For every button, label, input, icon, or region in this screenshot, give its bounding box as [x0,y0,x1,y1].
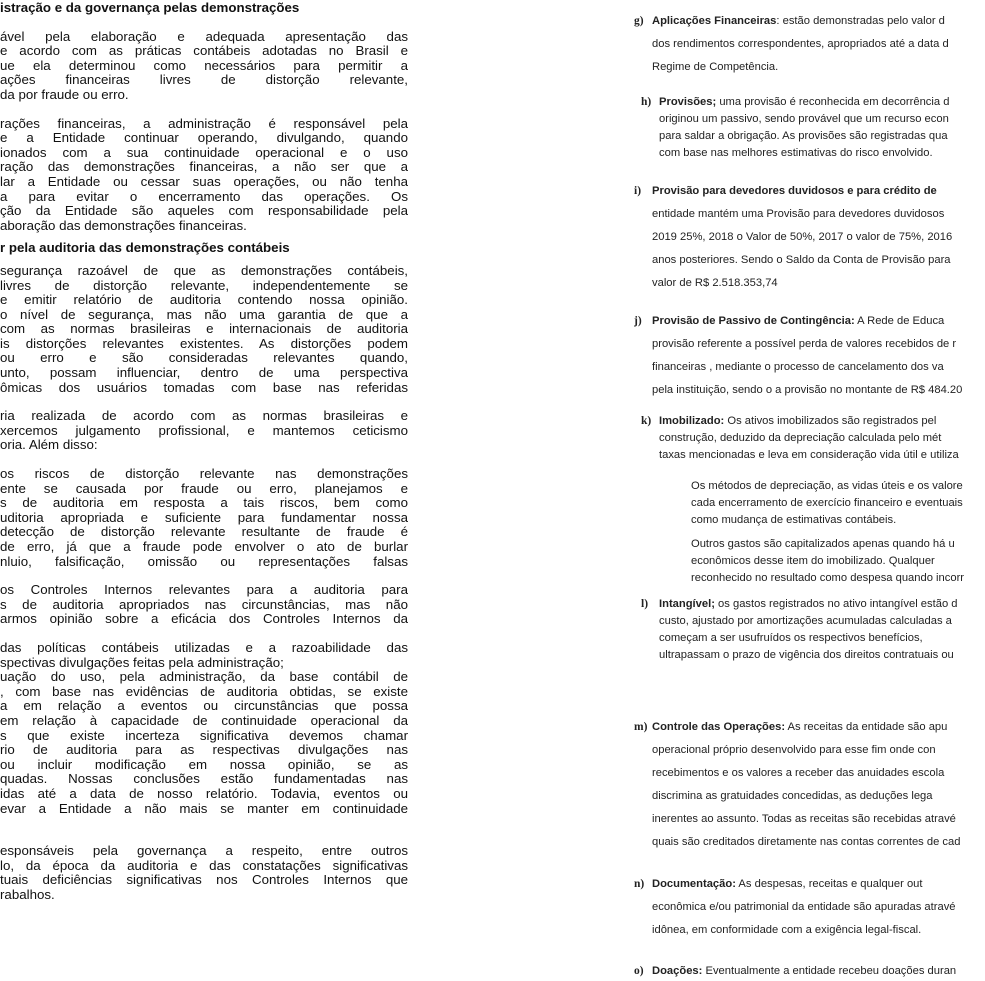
item-text-line [634,10,949,33]
item-text-line [691,536,964,553]
item-body-text: começam a ser usufruídos os respectivos benefícios, [659,632,923,644]
item-text-line [691,512,963,529]
text-line: ente se causada por fraude ou erro, planejamos e [0,480,408,496]
item-body-text: reconhecido no resultado como despesa quando incorr [691,572,965,584]
item-text-line [641,128,949,145]
text-line: com as normas brasileiras e internacionais de auditoria [0,321,408,337]
item-title: Provisão para devedores duvidosos e para crédito de [652,185,937,197]
item-title: Doações: [652,965,703,977]
item-marker: n) [634,878,645,890]
text-line: de erro, já que a fraude pode envolver o ato de burlar [0,539,408,554]
item-text-line [691,478,963,495]
item-body-text: originou um passivo, sendo provável que um recurso econ [659,113,949,125]
section-heading: r pela auditoria das demonstrações contábeis [0,240,290,256]
item-title: Documentação: [652,878,736,890]
item-text-line [634,739,960,762]
text-line: aboração das demonstrações financeiras. [0,217,247,233]
text-line: s de auditoria apropriados nas circunstâncias, mas não [0,596,408,612]
text-line: segurança razoável de que as demonstrações contábeis, [0,262,408,278]
item-text-line [641,630,958,647]
text-line: lar a Entidade ou cessar suas operações, ou não tenha [0,173,408,189]
item-text-line [641,613,958,630]
item-body-text: Os métodos de depreciação, as vidas úteis e os valore [691,480,963,492]
item-marker: i) [634,185,642,197]
item-body-text: operacional próprio desenvolvido para esse fim onde con [652,744,936,756]
item-text-line [691,570,964,587]
item-text-line [634,226,952,249]
item-body-text: discrimina as gratuidades concedidas, as deduções lega [652,790,933,802]
item-text-line [634,333,962,356]
section-heading: istração e da governança pelas demonstrações [0,0,300,15]
text-line: ômicas dos usuários tomadas com base nas referidas [0,379,408,395]
item-text-line [634,56,949,79]
item-body-text: financeiras , mediante o processo de cancelamento dos va [652,361,944,373]
text-line: xercemos julgamento profissional, e mantemos ceticismo [0,422,408,438]
item-title: Provisões; [659,96,717,108]
item-title: Intangível; [659,598,715,610]
item-text-line [634,310,962,333]
text-line: armos opinião sobre a eficácia dos Controles Internos da [0,611,408,627]
right-page-column [634,0,985,981]
text-line: a para evitar o encerramento das operações. Os [0,188,408,204]
item-text-line [641,413,959,430]
paragraph-spacer [0,103,408,117]
item-text-line [641,596,958,613]
list-item-i [634,180,952,295]
item-title: Controle das Operações: [652,721,786,733]
text-line: da por fraude ou erro. [0,86,129,102]
list-item-cont [691,478,963,529]
list-item-n [634,873,956,942]
text-line: is distorções relevantes existentes. As distorções podem [0,335,408,351]
item-body-text: As receitas da entidade são apu [785,721,948,733]
text-line: e acordo com as práticas contábeis adotadas no Brasil e [0,43,408,59]
text-line: rações financeiras, a administração é responsável pela [0,115,408,131]
text-line: rio de auditoria para as respectivas divulgações nas [0,742,408,758]
text-line: ionados com a sua continuidade operacional e o uso [0,144,408,160]
text-line: os Controles Internos relevantes para a auditoria para [0,582,408,598]
item-body-text: valor de R$ 2.518.353,74 [652,277,778,289]
list-item-h [641,94,949,162]
item-text-line [634,919,956,942]
text-line: em relação à capacidade de continuidade operacional da [0,712,408,728]
item-text-line [691,495,963,512]
text-line: detecção de distorção relevante resultante de fraude é [0,524,408,540]
text-line: , com base nas evidências de auditoria obtidas, se existe [0,683,408,699]
item-body-text: pela instituição, sendo o a provisão no montante de R$ 484.20 [652,384,963,396]
list-item-m [634,716,960,854]
item-marker: m) [634,721,648,733]
item-title: Aplicações Financeiras [652,15,777,27]
item-body-text: A Rede de Educa [854,315,945,327]
text-line: s de auditoria em resposta a tais riscos, bem como [0,495,408,511]
item-text-line [634,831,960,854]
item-body-text: uma provisão é reconhecida em decorrência d [716,96,950,108]
item-text-line [634,762,960,785]
text-line: ações financeiras livres de distorção relevante, [0,72,408,88]
text-line: spectivas divulgações feitas pela administração; [0,654,284,670]
paragraph-spacer [0,395,408,409]
item-text-line [634,356,962,379]
item-body-text: como mudança de estimativas contábeis. [691,514,897,526]
paragraph-spacer [0,830,408,844]
item-text-line [641,145,949,162]
item-text-line [641,647,958,664]
text-line: lo, da época da auditoria e das constatações significativas [0,857,408,873]
text-line: os riscos de distorção relevante nas demonstrações [0,466,408,482]
item-body-text: cada encerramento de exercício financeiro e eventuais [691,497,963,509]
item-body-text: construção, deduzido da depreciação calculada pelo mét [659,432,942,444]
item-body-text: provisão referente a possível perda de valores recebidos de r [652,338,957,350]
item-body-text: para saldar a obrigação. As provisões são registradas qua [659,130,948,142]
item-body-text: Os ativos imobilizados são registrados pel [724,415,937,427]
item-text-line [634,896,956,919]
item-text-line [634,785,960,808]
item-title: Imobilizado: [659,415,725,427]
item-text-line [634,272,952,295]
text-line: uditoria apropriada e suficiente para fundamentar nossa [0,509,408,525]
item-marker: o) [634,965,644,977]
paragraph-spacer [0,627,408,641]
text-line: ção da Entidade são aqueles com responsabilidade pela [0,203,408,219]
item-body-text: Eventualmente a entidade recebeu doações duran [702,965,957,977]
text-line: evar a Entidade a não mais se manter em continuidade [0,800,408,816]
item-body-text: inerentes ao assunto. Todas as receitas são recebidas atravé [652,813,956,825]
text-line: ração das demonstrações financeiras, a não ser que a [0,159,408,175]
item-text-line [634,180,952,203]
item-body-text: custo, ajustado por amortizações acumuladas calculadas a [659,615,952,627]
item-body-text: econômica e/ou patrimonial da entidade são apuradas atravé [652,901,956,913]
item-body-text: recebimentos e os valores a receber das anuidades escola [652,767,945,779]
text-line: idas até a data de nosso relatório. Todavia, eventos ou [0,785,408,801]
item-body-text: As despesas, receitas e qualquer out [735,878,923,890]
text-line: ável pela elaboração e adequada apresentação das [0,28,408,44]
paragraph-spacer [0,569,408,583]
item-text-line [641,447,959,464]
text-line: ou incluir modificação em nossa opinião, se as [0,756,408,772]
item-text-line [641,94,949,111]
text-line: uação do uso, pela administração, da base contábil de [0,669,408,685]
item-body-text: os gastos registrados no ativo intangível estão d [714,598,958,610]
text-line: nluio, falsificação, omissão ou representações falsas [0,553,408,569]
item-body-text: idônea, em conformidade com a exigência legal-fiscal. [652,924,922,936]
text-line: rabalhos. [0,886,55,902]
list-item-cont [691,536,964,587]
left-page-column [0,0,408,981]
text-line: e emitir relatório de auditoria contendo nossa opinião. [0,292,408,308]
text-line: o nível de segurança, mas não uma garantia de que a [0,306,408,322]
item-text-line [634,808,960,831]
item-text-line [634,33,949,56]
item-body-text: econômicos desse item do imobilizado. Qualquer [691,555,935,567]
item-body-text: com base nas melhores estimativas do risco envolvido. [659,147,933,159]
text-line: ue ela determinou como necessários para permitir a [0,57,408,73]
item-text-line [634,960,956,981]
item-text-line [641,111,949,128]
item-title: Provisão de Passivo de Contingência: [652,315,855,327]
item-body-text: taxas mencionadas e leva em consideração vida útil e utiliza [659,449,959,461]
item-text-line [634,203,952,226]
item-text-line [641,430,959,447]
item-body-text: anos posteriores. Sendo o Saldo da Conta de Provisão para [652,254,951,266]
item-marker: l) [641,598,649,610]
item-body-text: : estão demonstradas pelo valor d [776,15,945,27]
item-text-line [634,249,952,272]
item-text-line [634,716,960,739]
item-marker: k) [641,415,652,427]
text-line: ria realizada de acordo com as normas brasileiras e [0,408,408,424]
item-body-text: quais são creditados diretamente nas contas correntes de cad [652,836,961,848]
text-line: das políticas contábeis utilizadas e a razoabilidade das [0,639,408,655]
item-body-text: Regime de Competência. [652,61,779,73]
list-item-l [641,596,958,664]
text-line: tuais deficiências significativas nos Controles Internos que [0,872,408,888]
item-marker: g) [634,15,644,27]
item-body-text: entidade mantém uma Provisão para devedores duvidosos [652,208,945,220]
list-item-k [641,413,959,464]
paragraph-spacer [0,16,408,30]
item-text-line [634,379,962,402]
text-line: livres de distorção relevante, independentemente se [0,277,408,293]
text-line: unto, possam influenciar, dentro de uma perspectiva [0,365,408,381]
list-item-g [634,10,949,79]
text-line: a em relação a eventos ou circunstâncias que possa [0,698,408,714]
paragraph-spacer [0,453,408,467]
list-item-j [634,310,962,402]
paragraph-spacer [0,816,408,830]
text-line: quadas. Nossas conclusões estão fundamentadas nas [0,771,408,787]
item-text-line [691,553,964,570]
item-body-text: ultrapassam o prazo de vigência dos direitos contratuais ou [659,649,954,661]
text-line: esponsáveis pela governança a respeito, entre outros [0,843,408,859]
item-body-text: 2019 25%, 2018 o Valor de 50%, 2017 o valor de 75%, 2016 [652,231,953,243]
item-marker: j) [634,315,642,327]
text-line: e a Entidade continuar operando, divulgando, quando [0,130,408,146]
text-line: oria. Além disso: [0,437,98,453]
text-line: ou erro e são consideradas relevantes quando, [0,350,408,366]
item-marker: h) [641,96,652,108]
item-text-line [634,873,956,896]
list-item-o [634,960,956,981]
item-body-text: Outros gastos são capitalizados apenas quando há u [691,538,955,550]
item-body-text: dos rendimentos correspondentes, apropriados até a data d [652,38,949,50]
text-line: s que existe incerteza significativa devemos chamar [0,727,408,743]
